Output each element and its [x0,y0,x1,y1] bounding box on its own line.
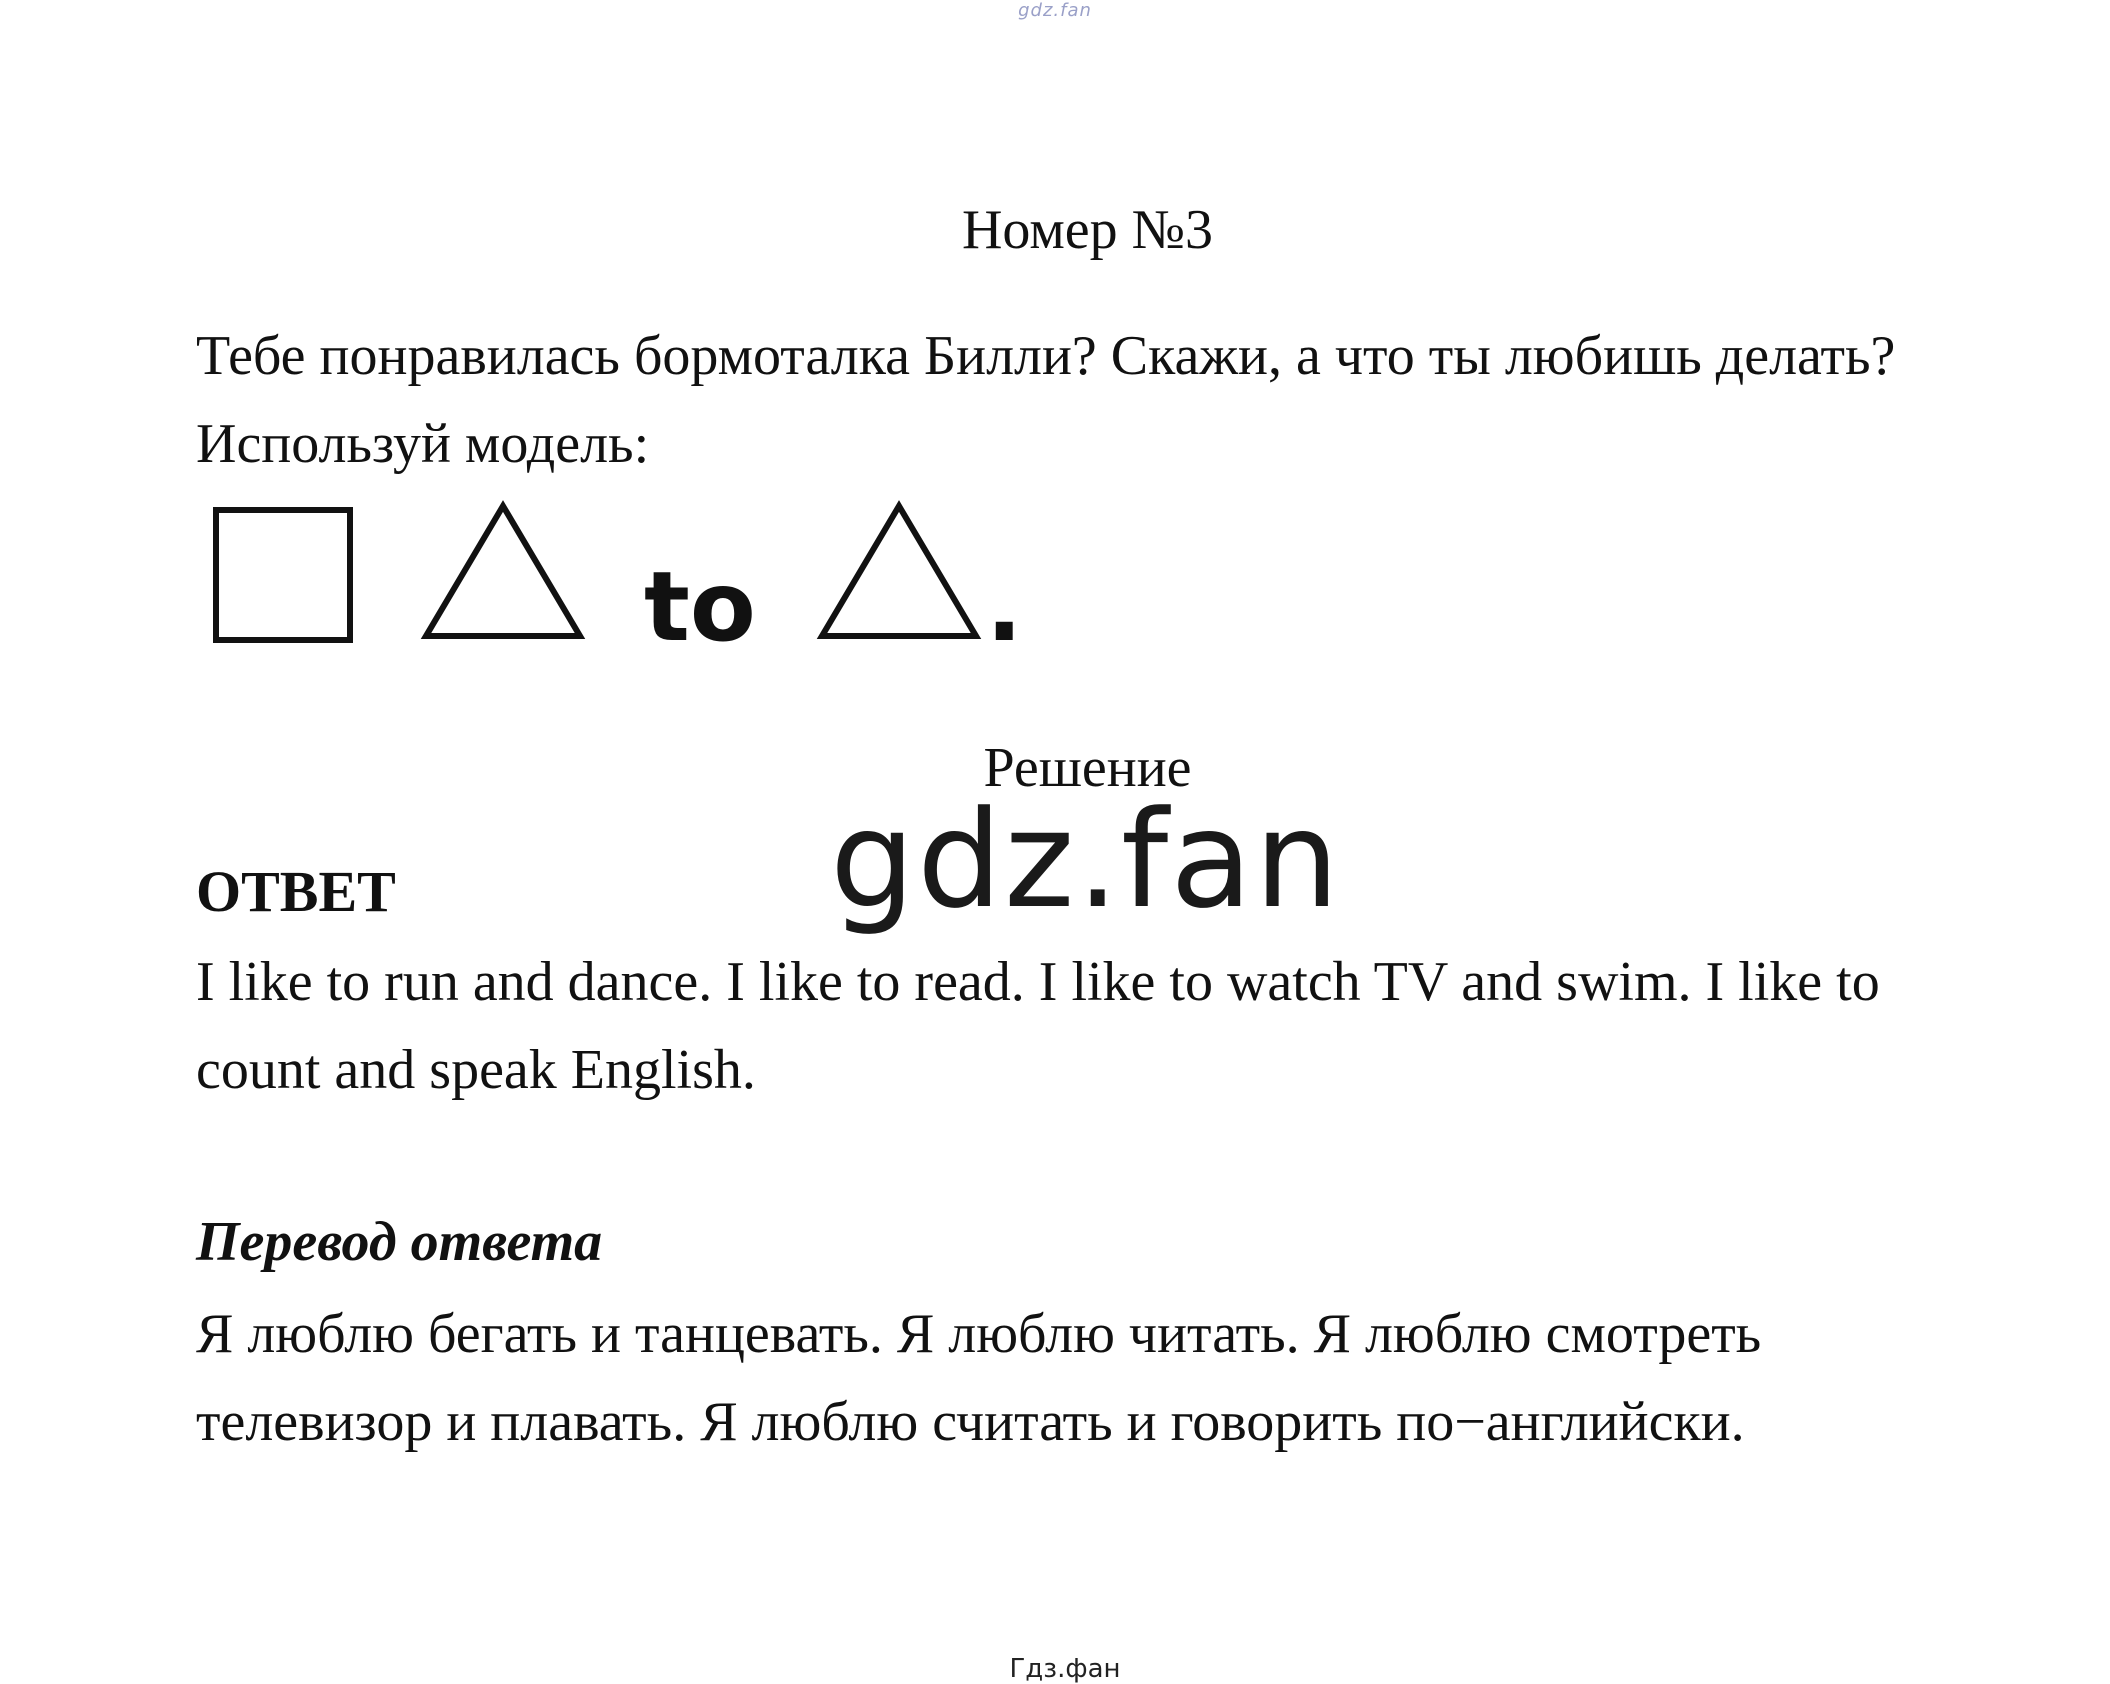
answer-heading: ОТВЕТ [196,859,396,924]
triangle-icon [426,506,580,636]
answer-text: I like to run and dance. I like to read. I like to watch TV and swim. I like to count and speak English. [196,951,1880,1101]
page-title: Номер №3 [961,199,1214,261]
footer-watermark: Гдз.фан [1009,1654,1121,1684]
translation-heading: Перевод ответа [196,1211,603,1273]
sentence-model [204,496,1024,656]
translation-text: Я люблю бегать и танцевать. Я люблю читать. Я люблю смотреть телевизор и плавать. Я люблю считать и говорить по−английски. [196,1303,1762,1453]
model-word: to [644,551,756,656]
solution-title: Решение [983,737,1192,799]
top-watermark: gdz.fan [1018,0,1092,21]
question-text: Тебе понравилась бормоталка Билли? Скажи, а что ты любишь делать? Используй модель: [196,325,1896,475]
square-icon [216,510,350,640]
main-watermark: gdz.fan [830,782,1342,938]
triangle-icon [822,506,976,636]
model-period: . [986,551,1023,656]
